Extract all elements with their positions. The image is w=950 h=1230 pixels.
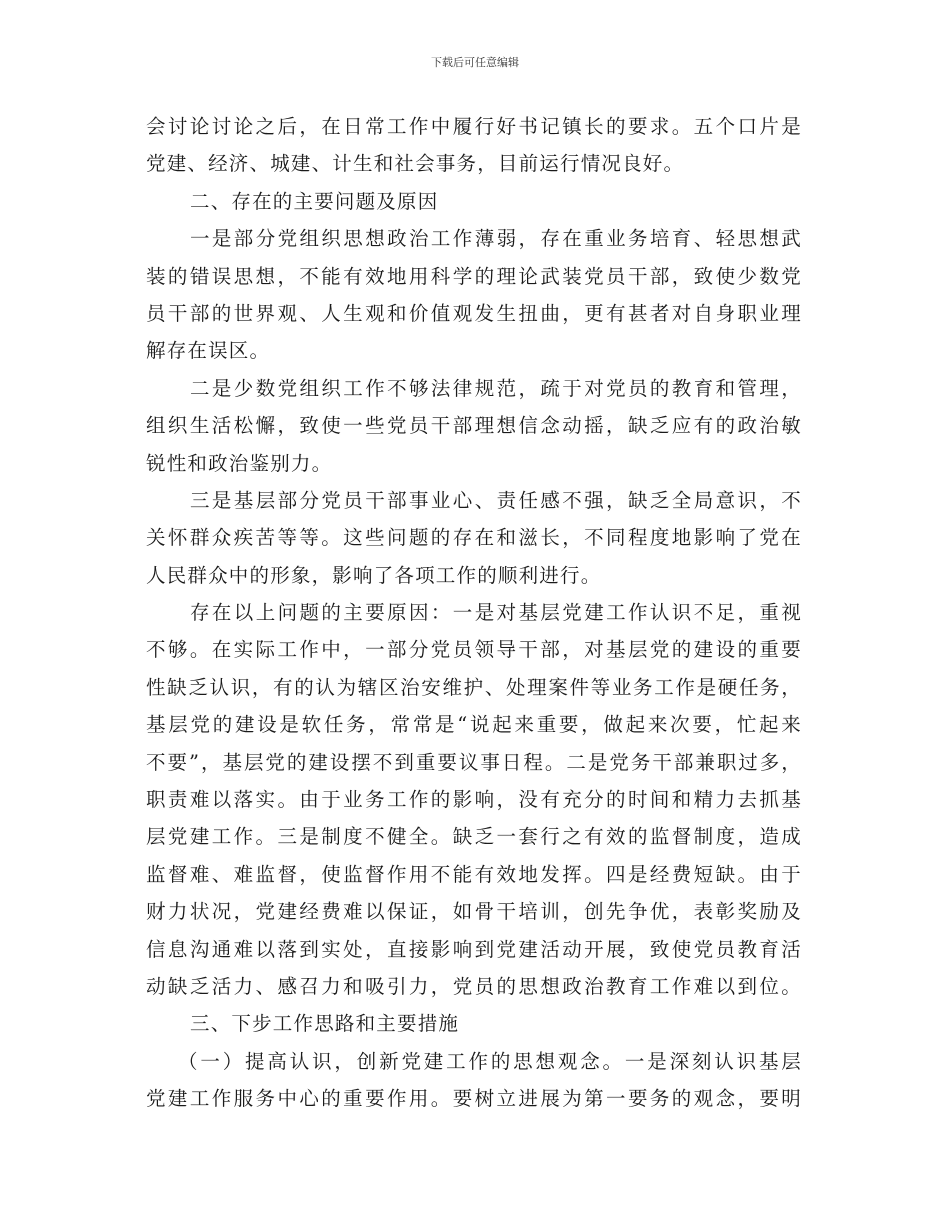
text-line: 职责难以落实。由于业务工作的影响，没有充分的时间和精力去抓基: [146, 788, 802, 812]
document-body: [146, 108, 802, 1118]
text-line: 人民群众中的形象，影响了各项工作的顺利进行。: [146, 563, 602, 587]
text-line: 党建工作服务中心的重要作用。要树立进展为第一要务的观念，要明: [146, 1087, 802, 1111]
text-line: 动缺乏活力、感召力和吸引力，党员的思想政治教育工作难以到位。: [146, 974, 802, 998]
text-line: 层党建工作。三是制度不健全。缺乏一套行之有效的监督制度，造成: [146, 825, 802, 849]
text-line: 一是部分党组织思想政治工作薄弱，存在重业务培育、轻思想武: [190, 227, 802, 251]
text-line: 基层党的建设是软任务，常常是“说起来重要，做起来次要，忙起来: [146, 713, 802, 737]
text-line: 组织生活松懈，致使一些党员干部理想信念动摇，缺乏应有的政治敏: [146, 414, 802, 438]
text-line: 不要”，基层党的建设摆不到重要议事日程。二是党务干部兼职过多，: [146, 750, 802, 774]
text-line: 党建、经济、城建、计生和社会事务，目前运行情况良好。: [146, 152, 685, 176]
text-line: 二是少数党组织工作不够法律规范，疏于对党员的教育和管理，: [190, 376, 802, 400]
text-line: 财力状况，党建经费难以保证，如骨干培训，创先争优，表彰奖励及: [146, 900, 802, 924]
text-line: 装的错误思想，不能有效地用科学的理论武装党员干部，致使少数党: [146, 264, 802, 288]
text-line: 关怀群众疾苦等等。这些问题的存在和滋长，不同程度地影响了党在: [146, 526, 802, 550]
text-line: 三是基层部分党员干部事业心、责任感不强，缺乏全局意识，不: [190, 488, 802, 512]
text-line: 性缺乏认识，有的认为辖区治安维护、处理案件等业务工作是硬任务，: [146, 675, 802, 699]
text-line: 监督难、难监督，使监督作用不能有效地发挥。四是经费短缺。由于: [146, 862, 802, 886]
text-line: 会讨论讨论之后，在日常工作中履行好书记镇长的要求。五个口片是: [146, 115, 802, 138]
text-line: 存在以上问题的主要原因：一是对基层党建工作认识不足，重视: [190, 601, 802, 625]
text-line: （一）提高认识，创新党建工作的思想观念。一是深刻认识基层: [178, 1049, 802, 1073]
text-line: 锐性和政治鉴别力。: [146, 451, 333, 475]
text-line: 解存在误区。: [146, 339, 271, 363]
page-header: 下载后可任意编辑: [431, 56, 519, 69]
text-line: 信息沟通难以落到实处，直接影响到党建活动开展，致使党员教育活: [146, 937, 802, 961]
section-heading: 二、存在的主要问题及原因: [190, 189, 439, 213]
text-line: 员干部的世界观、人生观和价值观发生扭曲，更有甚者对自身职业理: [146, 301, 802, 325]
section-heading: 三、下步工作思路和主要措施: [190, 1012, 460, 1036]
text-line: 不够。在实际工作中，一部分党员领导干部，对基层党的建设的重要: [146, 638, 802, 662]
